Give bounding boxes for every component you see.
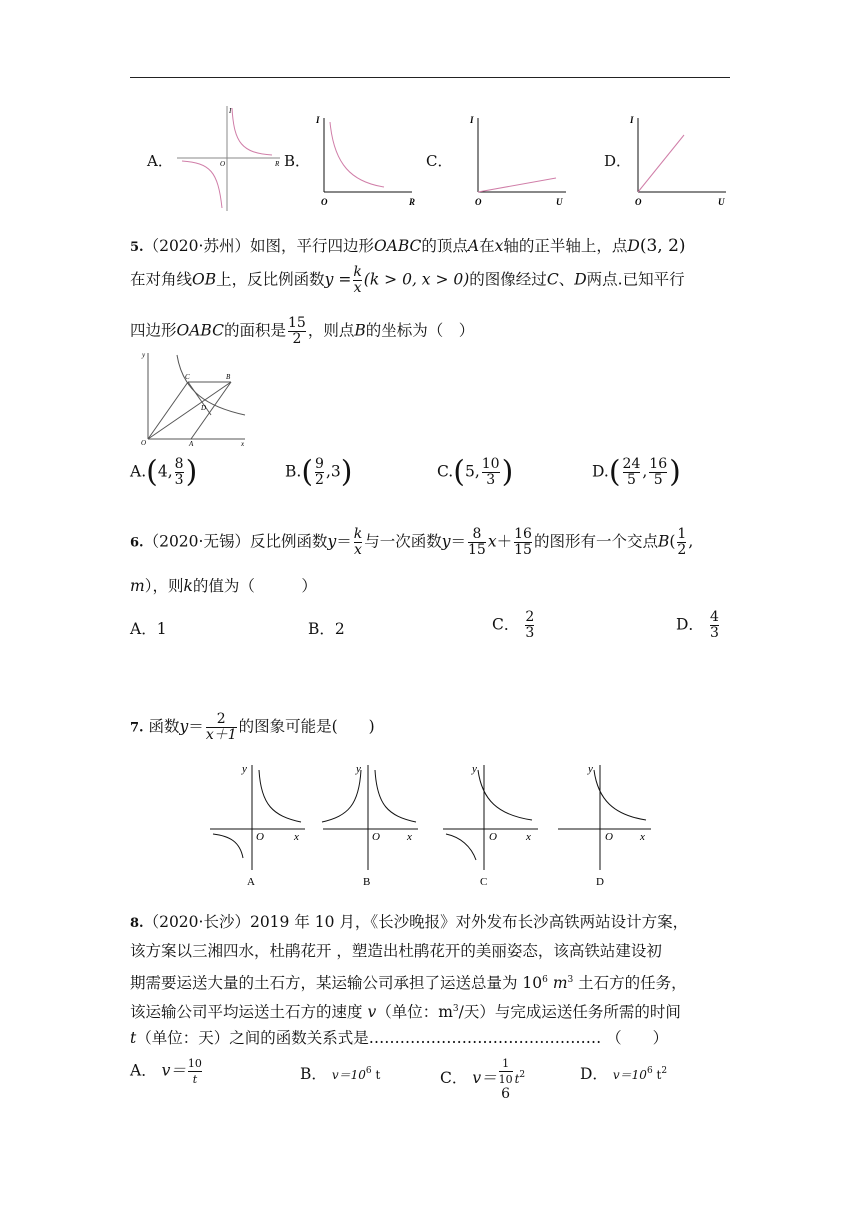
svg-text:I: I [470,115,474,125]
svg-text:O: O [635,197,642,207]
q7-graph-c [438,760,544,890]
q8-line1: 8.（2020·长沙）2019 年 10 月，《长沙晚报》对外发布长沙高铁两站设计方案， [130,913,689,931]
svg-text:D: D [201,404,207,412]
svg-text:O: O [475,197,482,207]
svg-text:y: y [142,351,146,359]
q5-option-a: A.(4, $\frac{8}{3}$ ) [130,454,198,490]
svg-text:C: C [185,373,190,381]
svg-text:O: O [220,160,226,168]
q8-line5: t（单位：天）之间的函数关系式是……………………………………… （ ） [130,1029,669,1047]
q7-graph-a [205,760,309,890]
svg-text:O: O [256,831,264,843]
header-rule [130,77,730,78]
svg-text:C: C [480,876,488,888]
svg-text:I: I [316,115,320,125]
q7-graph-d [556,760,656,890]
svg-text:D: D [596,876,604,888]
q6-option-d: D． $\frac{4}{3}$ [676,609,719,641]
svg-text:x: x [640,831,645,843]
svg-text:y: y [356,763,361,775]
q6-line2: m），则k的值为（ ） [130,577,317,595]
q4-option-a: A． [147,152,173,170]
svg-text:O: O [605,831,613,843]
q8-line2: 该方案以三湘四水，杜鹃花开 ，塑造出杜鹃花开的美丽姿态，该高铁站建设初 [130,942,662,960]
svg-text:O: O [321,197,328,207]
q6-option-a: A．1 [130,620,167,638]
svg-text:R: R [409,197,416,207]
svg-text:A: A [247,876,255,888]
q8-line3: 期需要运送大量的土石方，某运输公司承担了运送总量为 $10^6$ $m^3$ 土石方的任务， [130,974,687,992]
q4-graph-c [466,110,576,210]
svg-text:O: O [489,831,497,843]
q5-line2: 在对角线OB上，反比例函数y = $\frac{k}{x}$ (k > 0, x > 0)的图像经过C、D两点.已知平行 [130,264,685,296]
svg-text:x: x [407,831,412,843]
q5-option-d: D.( $\frac{24}{5}$ , $\frac{16}{5}$ ) [592,454,681,490]
q6-line1: 6.（2020·无锡）反比例函数y＝ $\frac{k}{x}$ 与一次函数y＝ $\frac{8}{15}$ x＋ $\frac{16}{15}$ 的图形有一个交点B( $\frac{1}{2}$ , [130,526,694,558]
q8-line4: 该运输公司平均运送土石方的速度 v（单位：$m^3/$天）与完成运送任务所需的时间 [130,1003,681,1021]
q5-option-c: C.(5, $\frac{10}{3}$ ) [437,454,514,490]
q7-stem: 7. 函数y＝ $\frac{2}{x+1}$ 的图象可能是( ) [130,711,375,743]
q5-figure [133,347,253,449]
q8-option-a: A． v＝ $\frac{10}{t}$ [130,1057,202,1086]
q8-option-d: D． $v=10^6$ $t^2$ [580,1065,668,1083]
q4-graph-b [312,110,422,210]
svg-text:A: A [189,440,194,448]
svg-text:y: y [472,763,477,775]
svg-text:B: B [363,876,371,888]
q5-option-b: B.( $\frac{9}{2}$ ,3) [285,454,353,490]
svg-text:O: O [141,439,147,447]
q8-option-b: B． $v=10^6$ t [300,1065,381,1083]
svg-text:I: I [630,115,634,125]
q5-line1: 5.（2020·苏州）如图，平行四边形OABC的顶点A在x轴的正半轴上，点D(3, 2) [130,236,686,256]
svg-text:x: x [526,831,531,843]
q6-option-b: B．2 [308,620,345,638]
svg-text:O: O [372,831,380,843]
q8-option-c: C． v＝ 1 10 6 $t^2$ [440,1057,526,1102]
q4-option-c: C． [426,152,453,170]
q7-graph-b [318,760,422,890]
svg-text:U: U [556,197,563,207]
svg-text:R: R [275,160,280,168]
svg-text:I: I [229,107,232,115]
svg-text:y: y [242,763,247,775]
svg-text:x: x [294,831,299,843]
q4-option-d: D． [604,152,632,170]
q5-line3: 四边形OABC的面积是 $\frac{15}{2}$ ，则点B的坐标为（ ） [130,315,475,347]
q6-option-c: C． $\frac{2}{3}$ [492,609,535,641]
svg-text:x: x [241,440,245,448]
q4-option-b: B． [284,152,311,170]
svg-text:U: U [718,197,725,207]
svg-text:y: y [588,763,593,775]
svg-text:B: B [226,373,231,381]
q4-graph-a [172,103,284,213]
q4-graph-d [626,110,736,210]
